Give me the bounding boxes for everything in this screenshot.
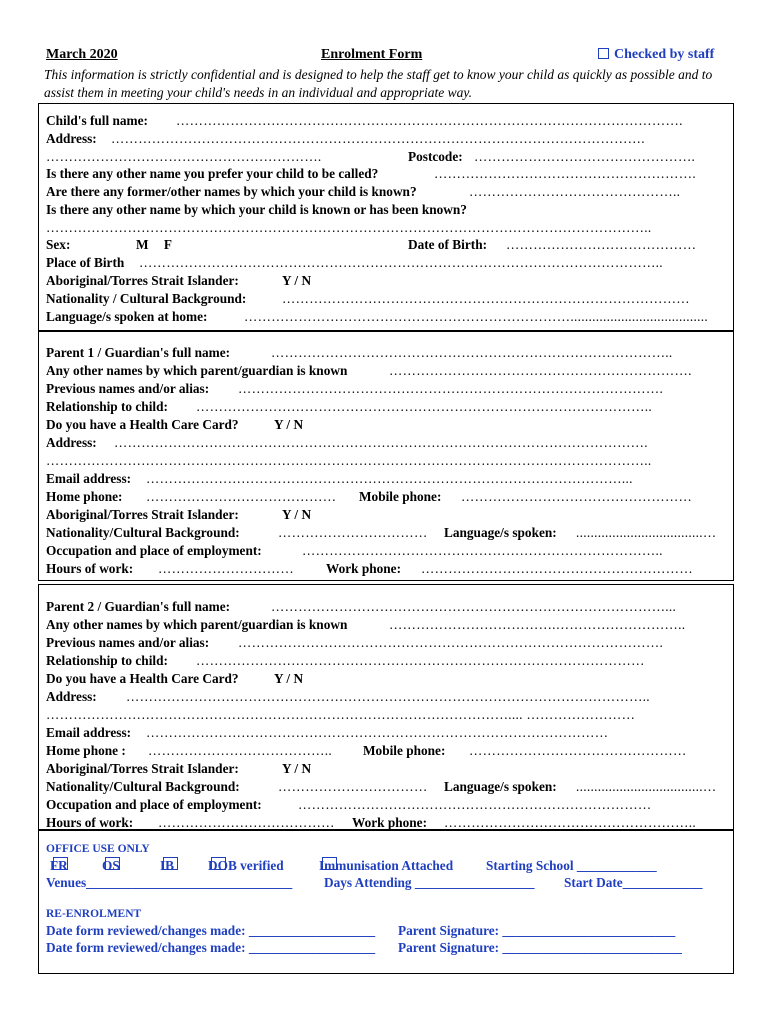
parent1-email-field[interactable] bbox=[46, 470, 726, 487]
child-details-section bbox=[38, 103, 734, 331]
yes-no-options[interactable]: Y / N bbox=[274, 417, 304, 432]
field-label: Do you have a Health Care Card? bbox=[46, 671, 239, 686]
fill-line[interactable]: …………………………………………. bbox=[474, 149, 696, 164]
child-nationality-field[interactable] bbox=[46, 290, 726, 307]
field-label: Postcode: bbox=[408, 149, 463, 164]
field-label: Nationality / Cultural Background: bbox=[46, 291, 247, 306]
fill-line[interactable]: …………………………………………………………………….. bbox=[302, 543, 663, 558]
field-label: Aboriginal/Torres Strait Islander: bbox=[46, 507, 239, 522]
fill-line[interactable]: …………………………………………………………………………………………………….. bbox=[139, 255, 663, 270]
parent2-aboriginal-field[interactable] bbox=[46, 760, 726, 777]
fill-line[interactable]: ……………………………………………………………………………... bbox=[271, 599, 677, 614]
fill-line[interactable]: ………………………………………………………………………………………………………. bbox=[114, 435, 648, 450]
parent2-phones-field[interactable] bbox=[46, 742, 726, 759]
venues-field[interactable]: Venues_______________________________ bbox=[46, 875, 293, 890]
yes-no-options[interactable]: Y / N bbox=[282, 273, 312, 288]
field-label: Previous names and/or alias: bbox=[46, 381, 210, 396]
parent1-full-name-field[interactable] bbox=[46, 344, 726, 361]
date-reviewed-field[interactable]: Date form reviewed/changes made: ___________________ bbox=[46, 923, 376, 938]
sex-options[interactable]: M F bbox=[136, 237, 172, 252]
parent2-other-names-field[interactable] bbox=[46, 616, 726, 633]
fill-line[interactable]: ………………………………………………………………………………………………………. bbox=[111, 131, 645, 146]
reenrolment-row-2 bbox=[46, 939, 726, 956]
field-label: Email address: bbox=[46, 725, 132, 740]
fill-line[interactable]: …………………………………………………… bbox=[421, 561, 693, 576]
field-label: Is there any other name you prefer your child to be called? bbox=[46, 166, 379, 181]
mobile-phone-label: Mobile phone: bbox=[363, 743, 446, 758]
parent1-occupation-field[interactable] bbox=[46, 542, 726, 559]
field-label: Do you have a Health Care Card? bbox=[46, 417, 239, 432]
field-label: Address: bbox=[46, 689, 97, 704]
parent1-nationality-language-field[interactable] bbox=[46, 524, 726, 541]
parent1-hours-work-phone-field[interactable] bbox=[46, 560, 726, 577]
office-checkboxes-row bbox=[46, 857, 726, 874]
fill-line[interactable]: ……………………………………………………………………………………….. bbox=[196, 399, 652, 414]
parent1-relationship-field[interactable] bbox=[46, 398, 726, 415]
form-title: Enrolment Form bbox=[321, 47, 423, 62]
field-label: Language/s spoken at home: bbox=[46, 309, 208, 324]
parent2-health-card-field[interactable] bbox=[46, 670, 726, 687]
nationality-label: Nationality/Cultural Background: bbox=[46, 779, 240, 794]
form-header bbox=[44, 47, 734, 65]
office-use-section bbox=[38, 830, 734, 974]
child-address-field[interactable] bbox=[46, 130, 726, 147]
child-full-name-field[interactable] bbox=[46, 112, 726, 129]
parent2-email-field[interactable] bbox=[46, 724, 726, 741]
field-label: Any other names by which parent/guardian is known bbox=[46, 617, 348, 632]
parent1-other-names-field[interactable] bbox=[46, 362, 726, 379]
child-other-known-name-line[interactable] bbox=[46, 219, 726, 236]
fill-line[interactable]: …………………………………………………………………… bbox=[298, 797, 652, 812]
field-label: Child's full name: bbox=[46, 113, 148, 128]
office-use-heading: OFFICE USE ONLY bbox=[46, 843, 150, 855]
parent2-details-section bbox=[38, 584, 734, 830]
fill-line[interactable]: …………………………… bbox=[278, 525, 428, 540]
child-preferred-name-field[interactable] bbox=[46, 165, 726, 182]
fill-line[interactable]: …………………………………………………………………………………. bbox=[238, 635, 664, 650]
fill-line[interactable]: …………………………… bbox=[278, 779, 428, 794]
parent1-address-line-2[interactable] bbox=[46, 452, 726, 469]
fill-line[interactable]: …………………………………………………. bbox=[434, 166, 696, 181]
child-aboriginal-field[interactable] bbox=[46, 272, 726, 289]
start-date-field[interactable]: Start Date____________ bbox=[564, 875, 703, 890]
form-date: March 2020 bbox=[46, 47, 118, 62]
field-label: Parent 2 / Guardian's full name: bbox=[46, 599, 231, 614]
checkbox-icon[interactable] bbox=[598, 48, 609, 59]
home-phone-label: Home phone : bbox=[46, 743, 126, 758]
fill-line[interactable]: ………………………………………………………………………………………….... …………………… bbox=[46, 707, 636, 722]
field-label: Any other names by which parent/guardian is known bbox=[46, 363, 348, 378]
fill-line[interactable]: …………………………………………………………. bbox=[389, 363, 692, 378]
field-label: Is there any other name by which your child is known or has been known? bbox=[46, 202, 467, 217]
fill-line[interactable]: ………………………… bbox=[158, 561, 294, 576]
child-former-names-field[interactable] bbox=[46, 183, 726, 200]
parent2-hours-work-phone-field[interactable] bbox=[46, 814, 726, 831]
field-label: Relationship to child: bbox=[46, 653, 168, 668]
parent1-phones-field[interactable] bbox=[46, 488, 726, 505]
fill-line[interactable]: ………………………………….. bbox=[148, 743, 333, 758]
fill-line[interactable]: ……………………………………………………………………………………………... bbox=[146, 471, 633, 486]
date-reviewed-field[interactable]: Date form reviewed/changes made: ___________________ bbox=[46, 940, 376, 955]
yes-no-options[interactable]: Y / N bbox=[274, 671, 304, 686]
checkbox-icon[interactable] bbox=[105, 857, 120, 870]
parent2-address-line-2[interactable] bbox=[46, 706, 726, 723]
fill-line[interactable]: ……………………………….……………………….. bbox=[389, 617, 686, 632]
fill-line[interactable]: ...................................… bbox=[576, 779, 717, 794]
fill-line[interactable]: ……………………………………………….. bbox=[444, 815, 696, 830]
starting-school-field[interactable]: Starting School ____________ bbox=[486, 858, 657, 873]
fill-line[interactable]: ………………………………………… bbox=[469, 743, 687, 758]
reenrolment-row-1 bbox=[46, 922, 726, 939]
field-label: Aboriginal/Torres Strait Islander: bbox=[46, 761, 239, 776]
checked-by-staff-label: Checked by staff bbox=[614, 47, 715, 62]
fill-line[interactable]: …………………………………… bbox=[506, 237, 697, 252]
office-venues-row bbox=[46, 874, 726, 891]
parent2-address-field[interactable] bbox=[46, 688, 726, 705]
parent1-health-card-field[interactable] bbox=[46, 416, 726, 433]
parent-signature-field[interactable]: Parent Signature: ___________________________ bbox=[398, 940, 682, 955]
dob-verified-label: DOB verified bbox=[208, 858, 284, 873]
hours-label: Hours of work: bbox=[46, 561, 134, 576]
fill-line[interactable]: …………………………………………… bbox=[461, 489, 693, 504]
language-label: Language/s spoken: bbox=[444, 525, 557, 540]
child-language-field[interactable] bbox=[46, 308, 726, 325]
fill-line[interactable]: …………………………………………………………………………………. bbox=[238, 381, 664, 396]
child-sex-dob-field[interactable] bbox=[46, 236, 726, 253]
field-label: Place of Birth bbox=[46, 255, 125, 270]
confidentiality-notice: This information is strictly confidential and is designed to help the staff get to know your child as quickly as possible and to assist them in meeting your child's needs in an individual and appropriate way. bbox=[44, 67, 713, 100]
fill-line[interactable]: …………………………………………………………………………………………………….. bbox=[126, 689, 650, 704]
yes-no-options[interactable]: Y / N bbox=[282, 507, 312, 522]
hours-label: Hours of work: bbox=[46, 815, 134, 830]
field-label: Aboriginal/Torres Strait Islander: bbox=[46, 273, 239, 288]
field-label: Occupation and place of employment: bbox=[46, 797, 262, 812]
ib-label: IB bbox=[160, 858, 175, 873]
fill-line[interactable]: ………………………………………………………………………………………… bbox=[146, 725, 609, 740]
field-label: Relationship to child: bbox=[46, 399, 168, 414]
immunisation-label: Immunisation Attached bbox=[319, 858, 454, 873]
fill-line[interactable]: ……………………………………………………………………………………… bbox=[196, 653, 645, 668]
fill-line[interactable]: ……………………………………….. bbox=[469, 184, 681, 199]
parent2-previous-names-field[interactable] bbox=[46, 634, 726, 651]
fill-line[interactable]: ...................................… bbox=[576, 525, 717, 540]
work-phone-label: Work phone: bbox=[326, 561, 401, 576]
parent1-address-field[interactable] bbox=[46, 434, 726, 451]
fill-line[interactable]: ……………………………………………………………………………… bbox=[282, 291, 690, 306]
sex-label: Sex: bbox=[46, 237, 71, 252]
child-postcode-field[interactable] bbox=[46, 148, 726, 165]
fill-line[interactable]: …………………………………… bbox=[146, 489, 337, 504]
language-label: Language/s spoken: bbox=[444, 779, 557, 794]
parent1-details-section bbox=[38, 331, 734, 581]
work-phone-label: Work phone: bbox=[352, 815, 427, 830]
field-label: Address: bbox=[46, 131, 97, 146]
fill-line[interactable]: …………………………………………………………………………….. bbox=[271, 345, 673, 360]
fill-line[interactable]: …………………………………………………………………………………………………. bbox=[176, 113, 683, 128]
days-attending-field[interactable]: Days Attending __________________ bbox=[324, 875, 535, 890]
parent2-nationality-language-field[interactable] bbox=[46, 778, 726, 795]
field-label: Previous names and/or alias: bbox=[46, 635, 210, 650]
parent2-full-name-field[interactable] bbox=[46, 598, 726, 615]
checkbox-icon[interactable] bbox=[163, 857, 178, 870]
fr-label: FR bbox=[50, 858, 68, 873]
fill-line[interactable]: …………………………………………………………………………………………………………………….. bbox=[46, 453, 652, 468]
checkbox-icon[interactable] bbox=[53, 857, 68, 870]
os-label: OS bbox=[102, 858, 120, 873]
home-phone-label: Home phone: bbox=[46, 489, 123, 504]
fill-line[interactable]: ………………………………… bbox=[158, 815, 335, 830]
child-place-of-birth-field[interactable] bbox=[46, 254, 726, 271]
yes-no-options[interactable]: Y / N bbox=[282, 761, 312, 776]
reenrolment-heading: RE-ENROLMENT bbox=[46, 908, 142, 920]
field-label: Occupation and place of employment: bbox=[46, 543, 262, 558]
fill-line[interactable]: ……………………………………………………. bbox=[46, 149, 322, 164]
mobile-phone-label: Mobile phone: bbox=[359, 489, 442, 504]
parent-signature-field[interactable]: Parent Signature: __________________________ bbox=[398, 923, 676, 938]
field-label: Email address: bbox=[46, 471, 132, 486]
dob-label: Date of Birth: bbox=[408, 237, 488, 252]
field-label: Address: bbox=[46, 435, 97, 450]
checkbox-icon[interactable] bbox=[211, 857, 226, 870]
checked-by-staff[interactable] bbox=[598, 47, 714, 63]
field-label: Are there any former/other names by which your child is known? bbox=[46, 184, 417, 199]
parent2-relationship-field[interactable] bbox=[46, 652, 726, 669]
child-other-known-name-field[interactable] bbox=[46, 201, 726, 218]
fill-line[interactable]: ………………………………………………………………...................................... bbox=[244, 309, 709, 324]
nationality-label: Nationality/Cultural Background: bbox=[46, 525, 240, 540]
parent1-aboriginal-field[interactable] bbox=[46, 506, 726, 523]
parent1-previous-names-field[interactable] bbox=[46, 380, 726, 397]
checkbox-icon[interactable] bbox=[322, 857, 337, 870]
fill-line[interactable]: …………………………………………………………………………………………………………………….. bbox=[46, 220, 652, 235]
parent2-occupation-field[interactable] bbox=[46, 796, 726, 813]
field-label: Parent 1 / Guardian's full name: bbox=[46, 345, 231, 360]
